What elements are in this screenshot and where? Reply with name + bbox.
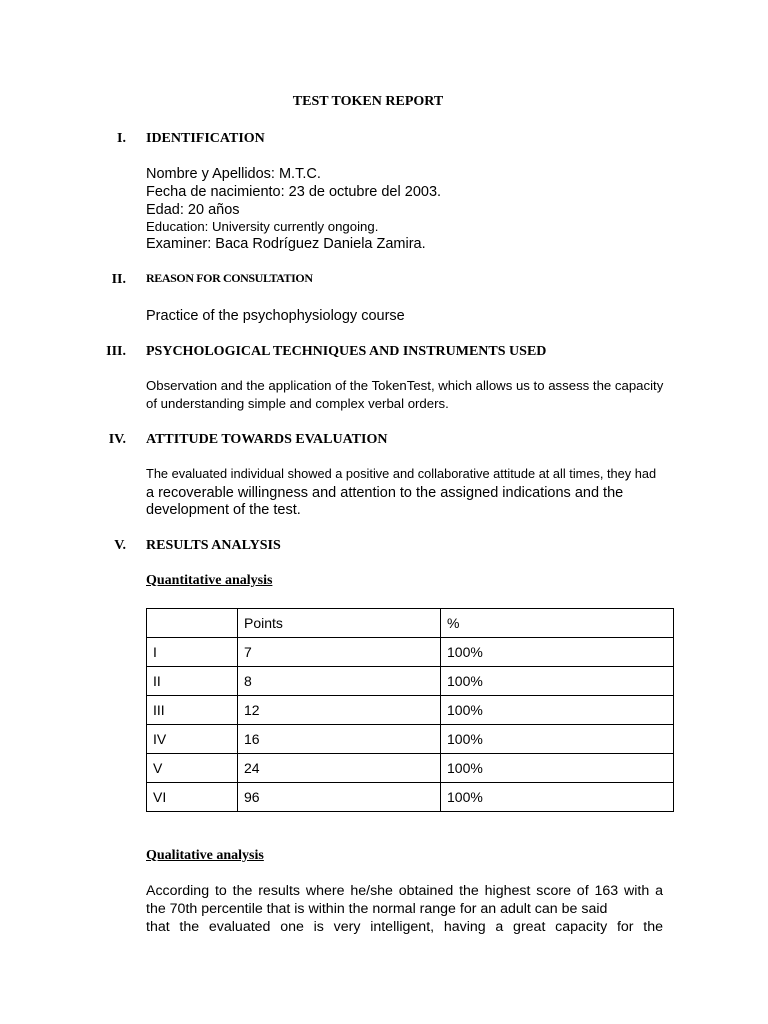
section-heading-reason: REASON FOR CONSULTATION <box>146 271 313 285</box>
section-number-techniques: III. <box>106 344 126 359</box>
table-cell: 100% <box>441 696 674 725</box>
table-row <box>147 783 674 812</box>
table-cell: 7 <box>238 638 441 667</box>
page-title: TEST TOKEN REPORT <box>292 94 444 109</box>
table-cell: 100% <box>441 754 674 783</box>
table-row <box>147 725 674 754</box>
section-number-attitude: IV. <box>108 432 126 447</box>
section-heading-techniques: PSYCHOLOGICAL TECHNIQUES AND INSTRUMENTS USED <box>146 344 547 359</box>
quantitative-analysis-title: Quantitative analysis <box>146 573 273 588</box>
table-row <box>147 696 674 725</box>
section-heading-identification: IDENTIFICATION <box>146 131 265 146</box>
table-cell: 100% <box>441 667 674 696</box>
table-row <box>147 638 674 667</box>
attitude-line-2: a recoverable willingness and attention to the assigned indications and the <box>146 485 624 501</box>
table-header-cell <box>147 609 238 638</box>
identification-name: Nombre y Apellidos: M.T.C. <box>146 166 321 182</box>
table-cell: 96 <box>238 783 441 812</box>
qualitative-line-2: the 70th percentile that is within the normal range for an adult can be said <box>146 901 608 917</box>
table-cell: IV <box>147 725 238 754</box>
qualitative-line-1: According to the results where he/she obtained the highest score of 163 with a <box>146 883 663 899</box>
section-heading-attitude: ATTITUDE TOWARDS EVALUATION <box>146 432 388 447</box>
table-cell: I <box>147 638 238 667</box>
table-header-cell: Points <box>238 609 441 638</box>
table-cell: 100% <box>441 638 674 667</box>
identification-birthdate: Fecha de nacimiento: 23 de octubre del 2003. <box>146 184 442 200</box>
table-cell: V <box>147 754 238 783</box>
table-cell: 12 <box>238 696 441 725</box>
reason-text: Practice of the psychophysiology course <box>146 308 405 324</box>
attitude-line-3: development of the test. <box>146 502 301 518</box>
table-header-row <box>147 609 674 638</box>
section-heading-results: RESULTS ANALYSIS <box>146 538 281 553</box>
table-cell: VI <box>147 783 238 812</box>
table-cell: 100% <box>441 783 674 812</box>
identification-education: Education: University currently ongoing. <box>146 219 379 234</box>
identification-age: Edad: 20 años <box>146 202 240 218</box>
section-number-identification: I. <box>117 131 126 146</box>
table-cell: 8 <box>238 667 441 696</box>
section-number-reason: II. <box>111 272 126 287</box>
table-cell: II <box>147 667 238 696</box>
qualitative-line-3: that the evaluated one is very intelligent, having a great capacity for the <box>146 919 663 935</box>
qualitative-analysis-title: Qualitative analysis <box>146 848 264 863</box>
table-header-cell: % <box>441 609 674 638</box>
table-row <box>147 754 674 783</box>
results-table <box>146 608 674 812</box>
attitude-line-1: The evaluated individual showed a positive and collaborative attitude at all times, they had <box>146 466 657 481</box>
table-cell: 24 <box>238 754 441 783</box>
table-cell: III <box>147 696 238 725</box>
table-row <box>147 667 674 696</box>
identification-examiner: Examiner: Baca Rodríguez Daniela Zamira. <box>146 236 426 252</box>
techniques-line-1: Observation and the application of the TokenTest, which allows us to assess the capacity <box>146 378 664 393</box>
table-cell: 100% <box>441 725 674 754</box>
table-cell: 16 <box>238 725 441 754</box>
techniques-line-2: of understanding simple and complex verbal orders. <box>146 396 449 411</box>
section-number-results: V. <box>114 538 126 553</box>
